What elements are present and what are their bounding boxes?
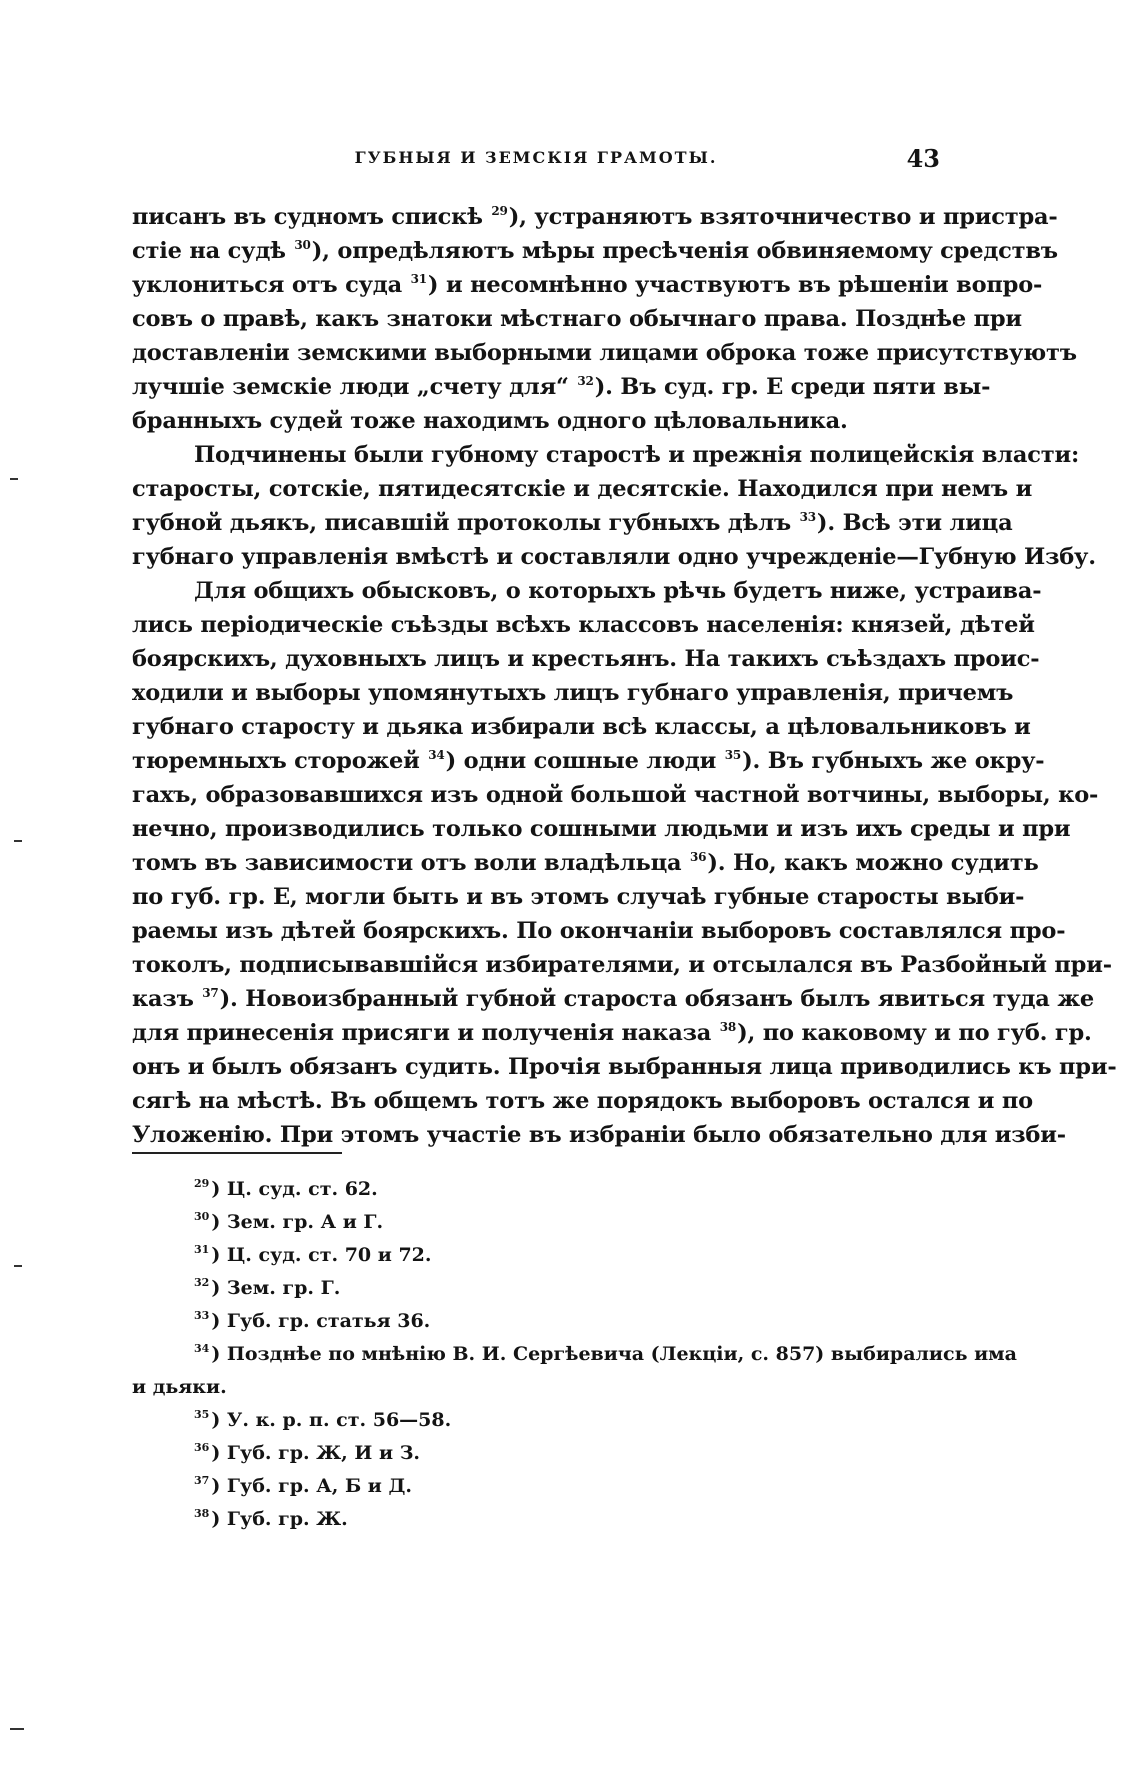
line-text: ходили и выборы упомянутыхъ лицъ губнаго управленія, причемъ [132, 680, 1014, 706]
footnote [132, 1206, 940, 1239]
margin-mark [10, 478, 18, 480]
line-text: боярскихъ, духовныхъ лицъ и крестьянъ. На такихъ съѣздахъ проис- [132, 646, 1040, 672]
line-text: лись періодическіе съѣзды всѣхъ классовъ населенія: князей, дѣтей [132, 612, 1035, 638]
text-line [132, 574, 1042, 608]
text-line [132, 540, 1096, 574]
line-text: бранныхъ судей тоже находимъ одного цѣловальника. [132, 408, 848, 434]
footnote-number: 31 [194, 1243, 210, 1256]
text-line [132, 710, 1031, 744]
footnote-ref: 30 [294, 238, 311, 252]
footnote-ref: 34 [428, 748, 445, 762]
footnote-text: ) Губ. гр. Ж, И и З. [211, 1442, 421, 1464]
footnote-ref: 32 [577, 374, 594, 388]
running-head [132, 144, 940, 174]
text-line [132, 234, 1058, 268]
text-line [132, 472, 1033, 506]
text-line [132, 676, 1014, 710]
text-line [132, 1084, 1033, 1118]
text-line [132, 438, 1080, 472]
footnote-text: ) Губ. гр. статья 36. [211, 1310, 431, 1332]
footnote-ref: 36 [690, 850, 707, 864]
running-title: ГУБНЫЯ И ЗЕМСКІЯ ГРАМОТЫ. [354, 148, 718, 167]
line-text: старосты, сотскіе, пятидесятскіе и десятскіе. Находился при немъ и [132, 476, 1033, 502]
line-text: стіе на судѣ [132, 238, 294, 264]
text-line [132, 1050, 1117, 1084]
footnote-text: ) Зем. гр. Г. [211, 1277, 341, 1299]
line-text: по губ. гр. Е, могли быть и въ этомъ случаѣ губные старосты выби- [132, 884, 1025, 910]
line-text: казъ [132, 986, 202, 1012]
footnote [132, 1239, 940, 1272]
margin-mark [14, 840, 22, 842]
footnote-text: и дьяки. [132, 1376, 227, 1398]
footnote [132, 1371, 940, 1404]
text-line [132, 744, 1045, 778]
line-text: лучшіе земскіе люди „счету для“ [132, 374, 577, 400]
line-text: совъ о правѣ, какъ знатоки мѣстнаго обычнаго права. Позднѣе при [132, 306, 1022, 332]
footnote-text: ) Зем. гр. А и Г. [211, 1211, 384, 1233]
text-line [132, 404, 940, 438]
footnote-number: 34 [194, 1342, 210, 1355]
footnote [132, 1305, 940, 1338]
margin-mark [10, 1728, 24, 1730]
footnote-ref: 38 [719, 1020, 737, 1034]
footnote [132, 1503, 940, 1536]
text-line [132, 302, 1022, 336]
footnote-text: ) У. к. р. п. ст. 56—58. [211, 1409, 452, 1431]
line-text: томъ въ зависимости отъ воли владѣльца [132, 850, 690, 876]
margin-mark [14, 1265, 22, 1267]
footnote-number: 33 [194, 1309, 210, 1322]
footnote-text: ) Ц. суд. ст. 70 и 72. [211, 1244, 432, 1266]
footnote-number: 32 [194, 1276, 210, 1289]
text-line [132, 336, 1077, 370]
line-text: Подчинены были губному старостѣ и прежнія полицейскія власти: [194, 442, 1080, 468]
text-line [132, 948, 1112, 982]
line-text: ), по каковому и по губ. гр. [737, 1020, 1092, 1046]
line-text: Для общихъ обысковъ, о которыхъ рѣчь будетъ ниже, устраива- [194, 578, 1042, 604]
text-line [132, 642, 1040, 676]
line-text: губной дьякъ, писавшій протоколы губныхъ дѣлъ [132, 510, 799, 536]
line-text: ). Всѣ эти лица [816, 510, 1013, 536]
line-text: ), опредѣляютъ мѣры пресѣченія обвиняемому средствъ [311, 238, 1058, 264]
footnote [132, 1272, 940, 1305]
line-text: ). Въ губныхъ же окру- [742, 748, 1045, 774]
line-text: для принесенія присяги и полученія наказа [132, 1020, 719, 1046]
line-text: гахъ, образовавшихся изъ одной большой частной вотчины, выборы, ко- [132, 782, 1099, 808]
footnote-ref: 31 [410, 272, 427, 286]
text-line [132, 880, 1025, 914]
text-line [132, 506, 1013, 540]
line-text: токолъ, подписывавшійся избирателями, и отсылался въ Разбойный при- [132, 952, 1112, 978]
footnote-ref: 29 [491, 204, 508, 218]
footnote-number: 29 [194, 1177, 210, 1190]
text-line [132, 1118, 1066, 1152]
footnote-number: 35 [194, 1408, 210, 1421]
text-line [132, 846, 1039, 880]
line-text: ). Новоизбранный губной староста обязанъ былъ явиться туда же [219, 986, 1094, 1012]
text-line [132, 608, 1035, 642]
footnote [132, 1404, 940, 1437]
text-line [132, 778, 1099, 812]
line-text: тюремныхъ сторожей [132, 748, 428, 774]
text-line [132, 914, 1066, 948]
line-text: сягѣ на мѣстѣ. Въ общемъ тотъ же порядокъ выборовъ остался и по [132, 1088, 1033, 1114]
footnote-number: 36 [194, 1441, 210, 1454]
footnote [132, 1437, 940, 1470]
body-text [132, 200, 1117, 1152]
footnote-ref: 37 [202, 986, 219, 1000]
text-line [132, 268, 1043, 302]
line-text: ) одни сошные люди [445, 748, 724, 774]
line-text: Уложенію. При этомъ участіе въ избраніи было обязательно для изби- [132, 1122, 1066, 1148]
line-text: ). Но, какъ можно судить [707, 850, 1039, 876]
text-line [132, 370, 991, 404]
line-text: доставленіи земскими выборными лицами оброка тоже присутствуютъ [132, 340, 1077, 366]
footnote-number: 30 [194, 1210, 210, 1223]
line-text: ). Въ суд. гр. Е среди пяти вы- [594, 374, 991, 400]
line-text: губнаго управленія вмѣстѣ и составляли одно учрежденіе—Губную Избу. [132, 544, 1096, 570]
text-line [132, 812, 1071, 846]
line-text: нечно, производились только сошными людьми и изъ ихъ среды и при [132, 816, 1071, 842]
footnote-ref: 35 [724, 748, 742, 762]
line-text: ) и несомнѣнно участвуютъ въ рѣшеніи вопро- [427, 272, 1043, 298]
footnote-rule [132, 1152, 342, 1154]
footnote [132, 1173, 940, 1206]
footnote [132, 1338, 1017, 1371]
page-number: 43 [906, 144, 940, 173]
footnote [132, 1470, 940, 1503]
text-line [132, 1016, 1092, 1050]
footnote-number: 38 [194, 1507, 210, 1520]
footnote-body [194, 1338, 1017, 1371]
line-text: раемы изъ дѣтей боярскихъ. По окончаніи выборовъ составлялся про- [132, 918, 1066, 944]
line-text: писанъ въ судномъ спискѣ [132, 204, 491, 230]
line-text: ), устраняютъ взяточничество и пристра- [508, 204, 1058, 230]
footnote-text: ) Позднѣе по мнѣнію В. И. Сергѣевича (Лекціи, с. 857) выбирались има [211, 1343, 1017, 1365]
footnote-text: ) Ц. суд. ст. 62. [211, 1178, 378, 1200]
line-text: уклониться отъ суда [132, 272, 410, 298]
text-line [132, 982, 1094, 1016]
footnote-text: ) Губ. гр. А, Б и Д. [211, 1475, 413, 1497]
footnote-text: ) Губ. гр. Ж. [211, 1508, 348, 1530]
line-text: губнаго старосту и дьяка избирали всѣ классы, а цѣловальниковъ и [132, 714, 1031, 740]
text-line [132, 200, 1058, 234]
line-text: онъ и былъ обязанъ судить. Прочія выбранныя лица приводились къ при- [132, 1054, 1117, 1080]
footnote-ref: 33 [799, 510, 816, 524]
footnotes [132, 1173, 1017, 1536]
footnote-number: 37 [194, 1474, 210, 1487]
